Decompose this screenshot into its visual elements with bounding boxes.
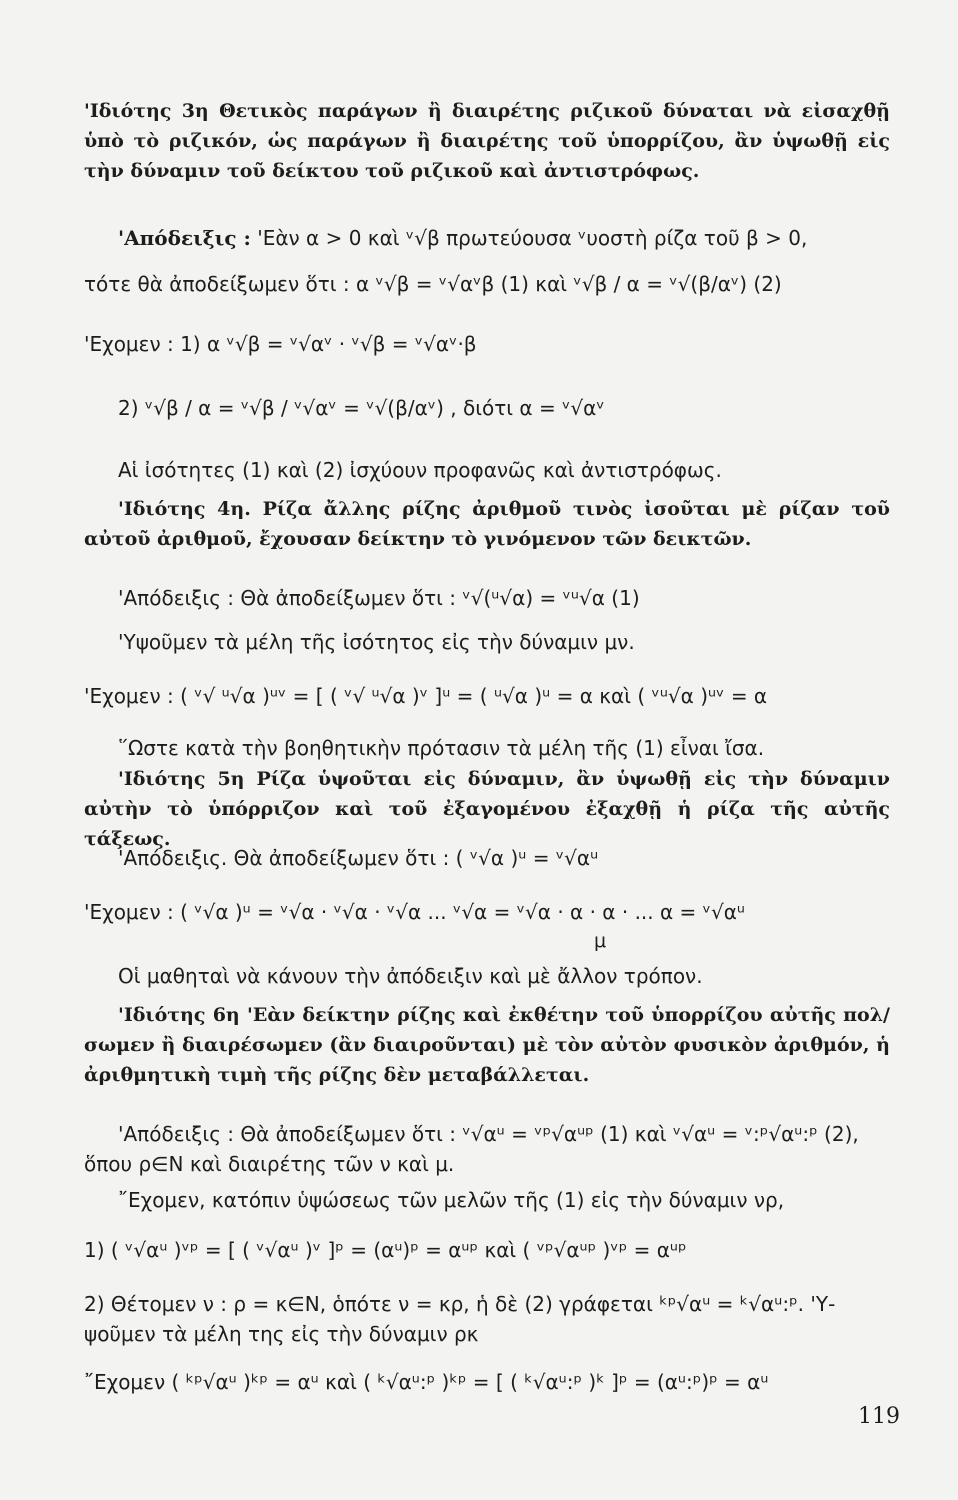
property-6-step-1: 1) ( ᵛ√αᵘ )ᵛᵖ = [ ( ᵛ√αᵘ )ᵛ ]ᵖ = (αᵘ)ᵖ = αᵘᵖ καὶ ( ᵛᵖ√αᵘᵖ )ᵛᵖ = αᵘᵖ xyxy=(84,1238,687,1262)
page-number: 119 xyxy=(858,1404,900,1429)
property-3-proof-line-1 xyxy=(118,224,928,252)
property-4-have: 'Εχομεν : ( ᵛ√ ᵘ√α )ᵘᵛ = [ ( ᵛ√ ᵘ√α )ᵛ ]ᵘ = ( ᵘ√α )ᵘ = α καὶ ( ᵛᵘ√α )ᵘᵛ = α xyxy=(84,684,768,708)
property-4-statement xyxy=(84,494,890,554)
property-5-conclusion: Οἱ μαθηταὶ νὰ κάνουν τὴν ἀπόδειξιν καὶ μὲ ἄλλον τρόπον. xyxy=(118,964,703,988)
property-3-statement xyxy=(84,96,890,186)
property-6-title: 'Ιδιότης 6η xyxy=(118,1004,240,1026)
property-5-text: Ρίζα ὑψοῦται εἰς δύναμιν, ἂν ὑψωθῇ εἰς τὴν δύναμιν αὐτὴν τὸ ὑπόρριζον καὶ τοῦ ἐξαγομένου ἐξαχθῇ ἡ ρίζα τῆς αὐτῆς τάξεως. xyxy=(84,768,890,850)
property-5-mu-factor-count: μ xyxy=(594,930,607,952)
property-6-statement xyxy=(84,1000,890,1090)
property-3-have-1: 'Εχομεν : 1) α ᵛ√β = ᵛ√αᵛ · ᵛ√β = ᵛ√αᵛ·β xyxy=(84,332,477,356)
property-4-text: Ρίζα ἄλλης ρίζης ἀριθμοῦ τινὸς ἰσοῦται μὲ ρίζαν τοῦ αὐτοῦ ἀριθμοῦ, ἔχουσαν δείκτην τὸ γινόμενον τῶν δεικτῶν. xyxy=(84,498,890,550)
property-5-proof: 'Απόδειξις. Θὰ ἀποδείξωμεν ὅτι : ( ᵛ√α )ᵘ = ᵛ√αᵘ xyxy=(118,846,599,870)
proof-label: 'Απόδειξις : xyxy=(118,226,251,250)
property-5-title: 'Ιδιότης 5η xyxy=(118,768,245,790)
property-6-step-2c: ῎Εχομεν ( ᵏᵖ√αᵘ )ᵏᵖ = αᵘ καὶ ( ᵏ√αᵘ:ᵖ )ᵏᵖ = [ ( ᵏ√αᵘ:ᵖ )ᵏ ]ᵖ = (αᵘ:ᵖ)ᵖ = αᵘ xyxy=(84,1370,769,1394)
property-6-proof: 'Απόδειξις : Θὰ ἀποδείξωμεν ὅτι : ᵛ√αᵘ = ᵛᵖ√αᵘᵖ (1) καὶ ᵛ√αᵘ = ᵛ:ᵖ√αᵘ:ᵖ (2), xyxy=(118,1122,859,1146)
property-6-step-2a: 2) Θέτομεν ν : ρ = κ∈N, ὁπότε ν = κρ, ἡ δὲ (2) γράφεται ᵏᵖ√αᵘ = ᵏ√αᵘ:ᵖ. 'Υ- xyxy=(84,1292,836,1316)
proof-line-1-text: 'Εὰν α > 0 καὶ ᵛ√β πρωτεύουσα ᵛυοστὴ ρίζα τοῦ β > 0, xyxy=(257,226,808,250)
property-3-text: Θετικὸς παράγων ἢ διαιρέτης ριζικοῦ δύναται νὰ εἰσαχθῇ ὑπὸ τὸ ριζικόν, ὡς παράγων ἢ διαιρέτης τοῦ ὑπορρίζου, ἂν ὑψωθῇ εἰς τὴν δύναμιν τοῦ δείκτου τοῦ ριζικοῦ καὶ ἀντιστρόφως. xyxy=(84,100,890,182)
property-4-conclusion: ῞Ωστε κατὰ τὴν βοηθητικὴν πρότασιν τὰ μέλη τῆς (1) εἶναι ἴσα. xyxy=(118,736,765,760)
property-4-proof: 'Απόδειξις : Θὰ ἀποδείξωμεν ὅτι : ᵛ√(ᵘ√α) = ᵛᵘ√α (1) xyxy=(118,586,640,610)
property-6-step-2b: ψοῦμεν τὰ μέλη της εἰς τὴν δύναμιν ρκ xyxy=(84,1322,479,1346)
property-3-title: 'Ιδιότης 3η xyxy=(84,100,209,122)
property-5-have: 'Εχομεν : ( ᵛ√α )ᵘ = ᵛ√α · ᵛ√α · ᵛ√α ... ᵛ√α = ᵛ√α · α · α · ... α = ᵛ√αᵘ xyxy=(84,900,746,924)
property-3-have-2: 2) ᵛ√β / α = ᵛ√β / ᵛ√αᵛ = ᵛ√(β/αᵛ) , διότι α = ᵛ√αᵛ xyxy=(118,396,605,420)
property-3-conclusion: Αἱ ἰσότητες (1) καὶ (2) ἰσχύουν προφανῶς καὶ ἀντιστρόφως. xyxy=(118,458,722,482)
property-4-title: 'Ιδιότης 4η. xyxy=(118,498,251,520)
property-3-proof-line-2: τότε θὰ ἀποδείξωμεν ὅτι : α ᵛ√β = ᵛ√αᵛβ (1) καὶ ᵛ√β / α = ᵛ√(β/αᵛ) (2) xyxy=(84,272,782,296)
property-6-have-intro: ῎Εχομεν, κατόπιν ὑψώσεως τῶν μελῶν τῆς (1) εἰς τὴν δύναμιν νρ, xyxy=(118,1188,785,1212)
property-6-where: ὅπου ρ∈N καὶ διαιρέτης τῶν ν καὶ μ. xyxy=(84,1152,455,1176)
property-5-statement xyxy=(84,764,890,854)
property-6-text: 'Εὰν δείκτην ρίζης καὶ ἐκθέτην τοῦ ὑπορρίζου αὐτῆς πολ/σωμεν ἢ διαιρέσωμεν (ἂν διαιροῦνται) μὲ τὸν αὐτὸν φυσικὸν ἀριθμόν, ἡ ἀριθμητικὴ τιμὴ τῆς ρίζης δὲν μεταβάλλεται. xyxy=(84,1004,890,1086)
property-4-raise: 'Υψοῦμεν τὰ μέλη τῆς ἰσότητος εἰς τὴν δύναμιν μν. xyxy=(118,630,635,654)
